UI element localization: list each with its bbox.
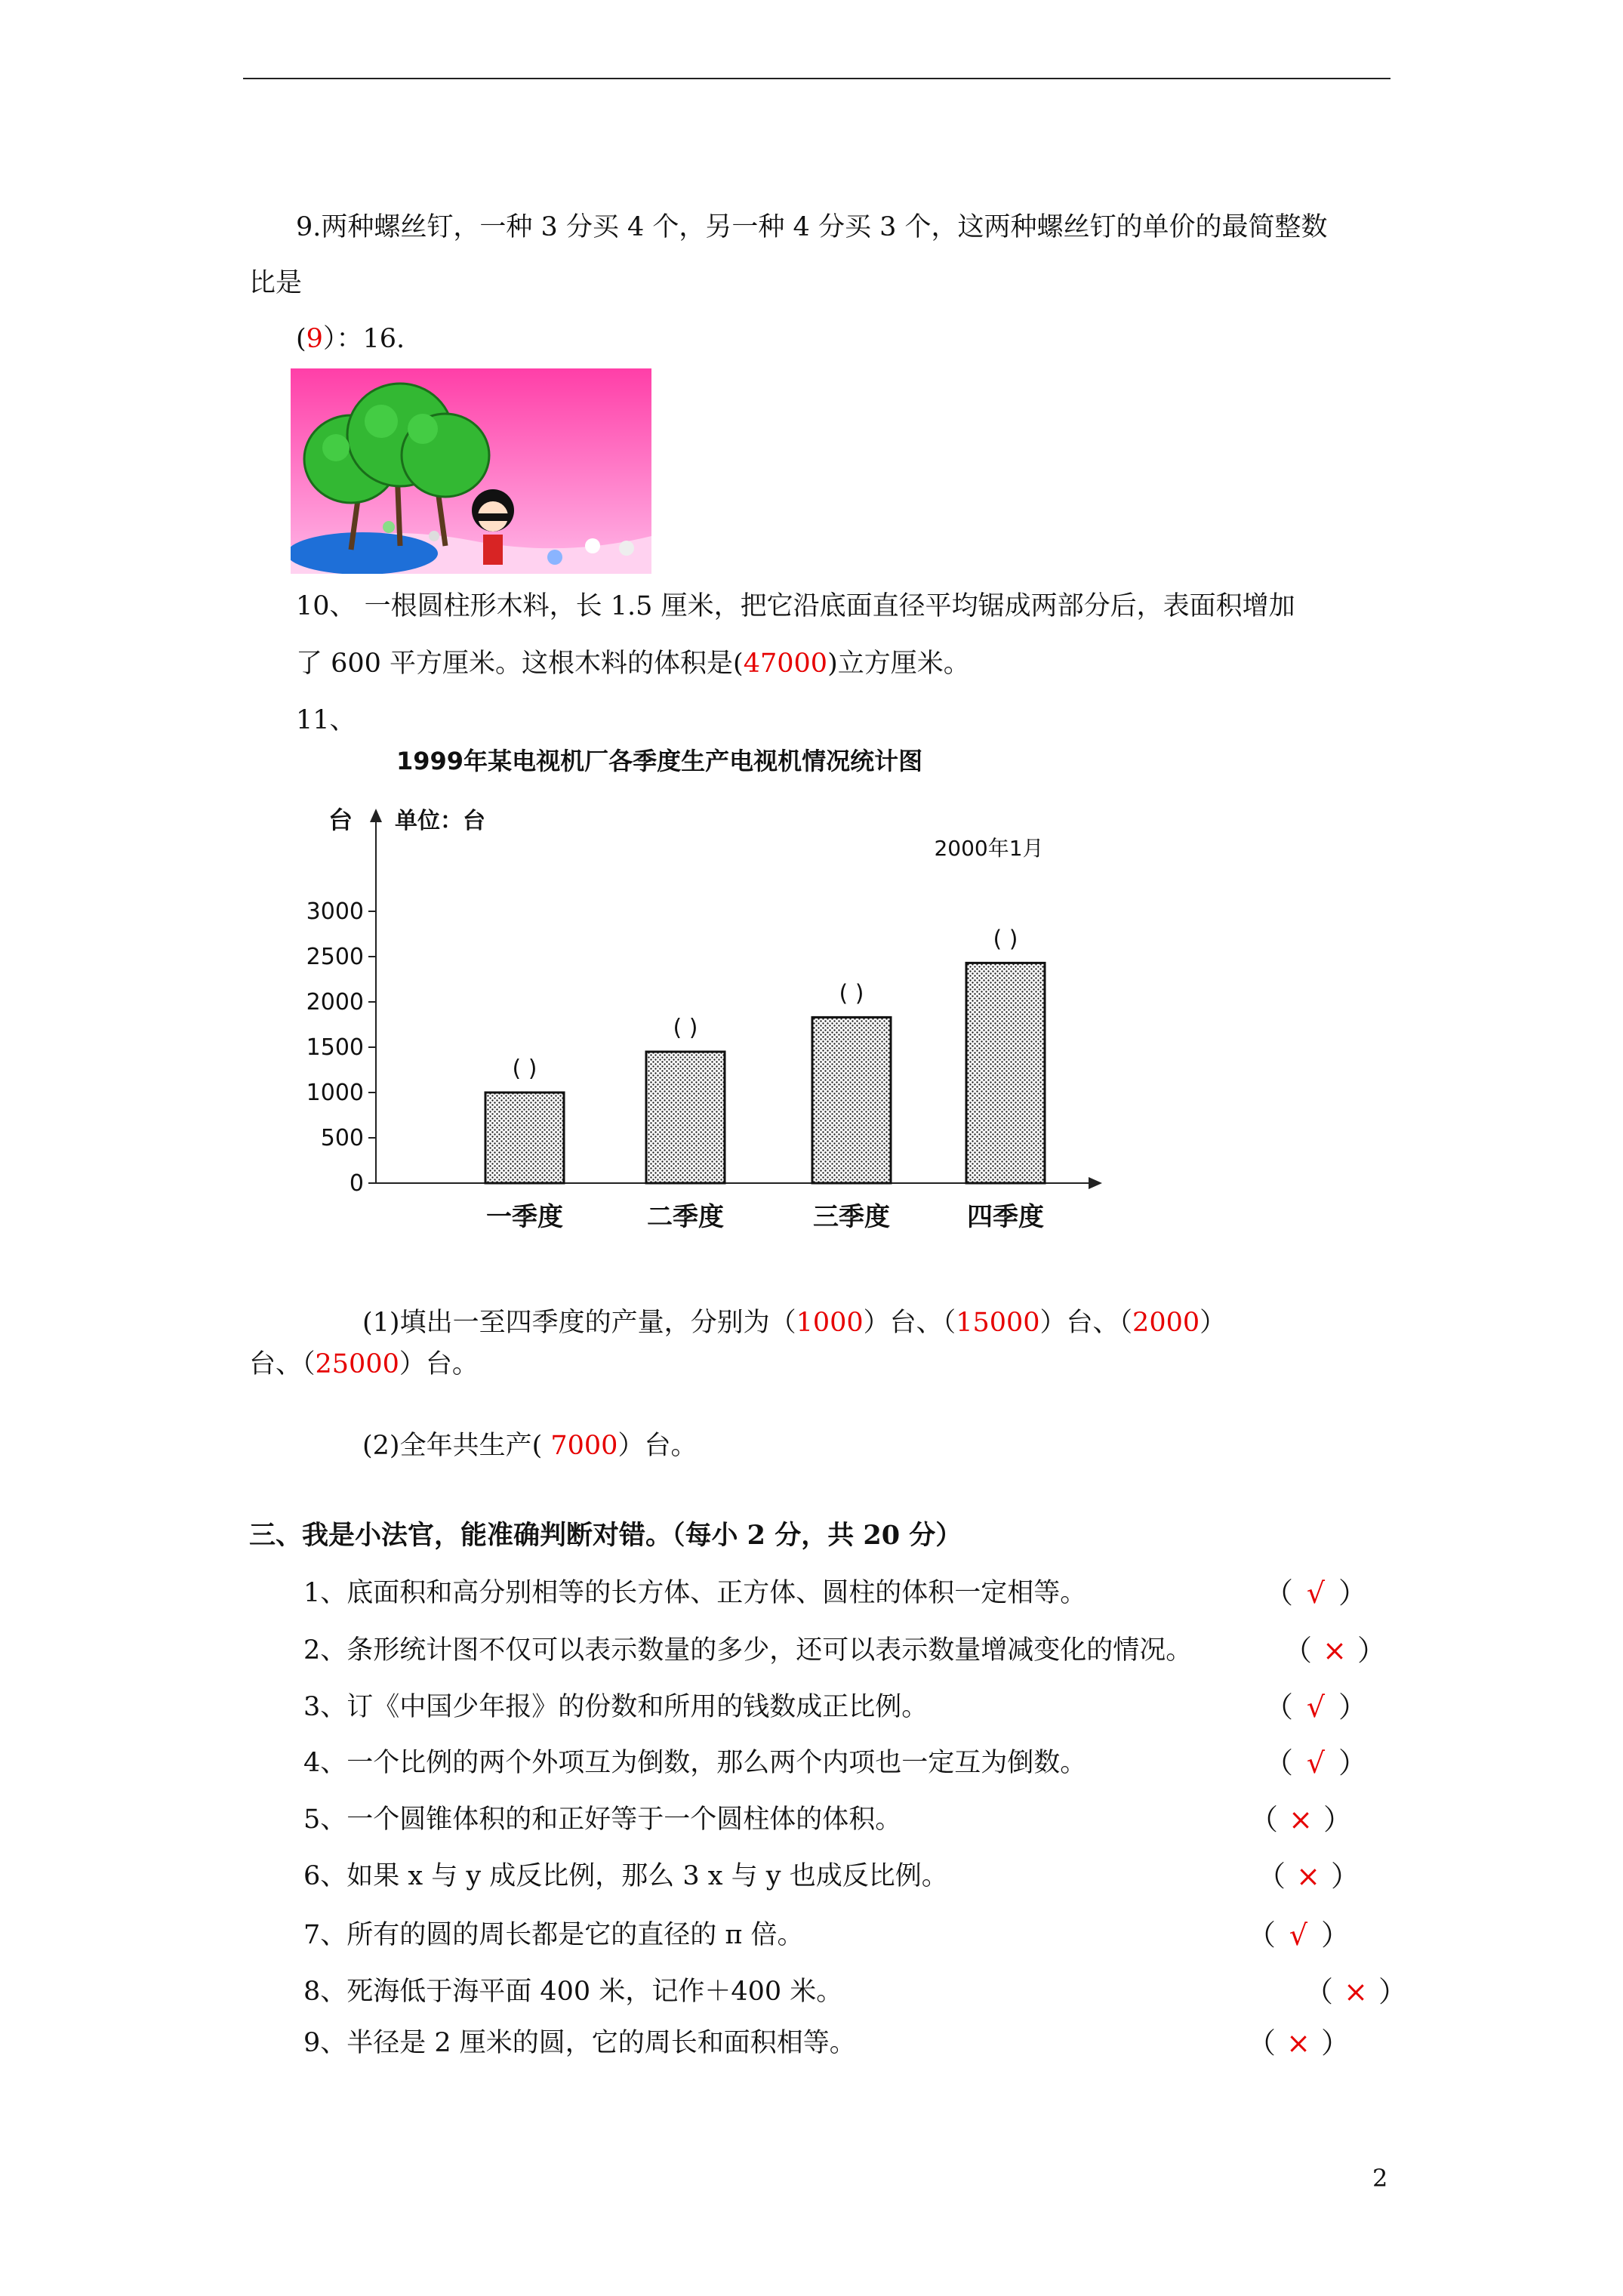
q11-sub1-m1: ）台、（ — [863, 1308, 956, 1338]
y-tick-label: 2500 — [306, 944, 364, 970]
paren-open: （ — [1247, 2026, 1277, 2060]
judgement-item-6-text: 6、如果 x 与 y 成反比例，那么 3 x 与 y 也成反比例。 — [303, 1861, 948, 1891]
y-tick-label: 500 — [320, 1125, 364, 1151]
q11-sub1-line2-pre: 台、（ — [249, 1349, 316, 1379]
x-category-label: 二季度 — [647, 1202, 724, 1232]
paren-close: ） — [1338, 1690, 1368, 1724]
q11-answer-q2: 15000 — [956, 1308, 1040, 1338]
y-tick-label: 3000 — [306, 898, 364, 925]
q11-sub1-m3: ） — [1200, 1308, 1227, 1338]
q11-sub1-line1 — [362, 1305, 1226, 1340]
q11-sub2-post: ）台。 — [617, 1431, 698, 1461]
judgement-item-4-mark — [1264, 1746, 1367, 1780]
y-tick-label: 0 — [349, 1170, 364, 1197]
section3-heading: 三、我是小法官，能准确判断对错。（每小 2 分，共 20 分） — [249, 1520, 962, 1551]
header-rule — [243, 78, 1390, 79]
bar-3 — [812, 1017, 891, 1183]
paren-close: ） — [1357, 1634, 1387, 1667]
check-mark: √ — [1306, 1690, 1326, 1724]
cross-mark: × — [1286, 2026, 1310, 2060]
judgement-item-2-mark — [1283, 1633, 1386, 1668]
bar-2 — [646, 1052, 725, 1183]
paren-close: ） — [1323, 1803, 1353, 1836]
y-tick-label: 2000 — [306, 989, 364, 1015]
q9-paren-open: ( — [296, 324, 306, 354]
bar-value-label: ( ) — [839, 980, 864, 1007]
check-mark: √ — [1306, 1746, 1326, 1780]
judgement-item-1-text: 1、底面积和高分别相等的长方体、正方体、圆柱的体积一定相等。 — [303, 1578, 1087, 1608]
judgement-item-7-text: 7、所有的圆的周长都是它的直径的 π 倍。 — [303, 1920, 804, 1950]
check-mark: √ — [1306, 1576, 1326, 1610]
paren-open: （ — [1247, 1918, 1277, 1952]
cross-mark: × — [1296, 1860, 1320, 1893]
paren-open: （ — [1249, 1803, 1279, 1836]
chart-title: 1999年某电视机厂各季度生产电视机情况统计图 — [396, 747, 923, 775]
y-axis-label: 台 — [328, 806, 353, 834]
y-tick-label: 1000 — [306, 1080, 364, 1106]
q9-line2: 比是 — [249, 268, 303, 298]
y-tick-label: 1500 — [306, 1034, 364, 1061]
x-category-label: 四季度 — [967, 1202, 1044, 1232]
q11-sub1-pre: (1)填出一至四季度的产量，分别为（ — [362, 1308, 796, 1338]
q11-sub2 — [362, 1428, 697, 1463]
bar-4 — [966, 963, 1045, 1183]
q9-answer: 9 — [306, 324, 323, 354]
page-number: 2 — [1372, 2164, 1388, 2193]
q11-sub2-pre: (2)全年共生产( — [362, 1431, 551, 1461]
judgement-item-5-mark — [1249, 1802, 1352, 1837]
q11-answer-q3: 2000 — [1132, 1308, 1200, 1338]
q11-answer-q1: 1000 — [796, 1308, 864, 1338]
judgement-item-8-text: 8、死海低于海平面 400 米，记作＋400 米。 — [303, 1977, 843, 2007]
q9-paren-close: ）：16. — [322, 324, 405, 354]
q10-line1: 10、 一根圆柱形木料，长 1.5 厘米，把它沿底面直径平均锯成两部分后，表面积增加 — [296, 591, 1295, 621]
judgement-item-9-mark — [1247, 2026, 1350, 2060]
date-note: 2000年1月 — [934, 836, 1044, 861]
q10-line2-post: )立方厘米。 — [827, 649, 970, 679]
q9-answer-line — [296, 322, 405, 356]
paren-open: （ — [1264, 1746, 1294, 1780]
q10-line2 — [296, 646, 970, 681]
q11-answer-q4: 25000 — [315, 1349, 399, 1379]
bar-value-label: ( ) — [993, 926, 1018, 953]
q11-label: 11、 — [296, 705, 356, 735]
judgement-item-3-mark — [1264, 1690, 1367, 1724]
q9-line1: 9.两种螺丝钉，一种 3 分买 4 个，另一种 4 分买 3 个，这两种螺丝钉的单价的最简整数 — [296, 212, 1328, 242]
q10-answer: 47000 — [743, 649, 828, 679]
cross-mark: × — [1344, 1975, 1368, 2008]
paren-close: ） — [1321, 2026, 1350, 2060]
cross-mark: × — [1323, 1634, 1347, 1667]
judgement-item-6-mark — [1257, 1859, 1360, 1894]
check-mark: √ — [1289, 1918, 1308, 1952]
q10-line2-pre: 了 600 平方厘米。这根木料的体积是( — [296, 649, 744, 679]
paren-open: （ — [1304, 1975, 1334, 2008]
bar-value-label: ( ) — [673, 1015, 698, 1041]
paren-open: （ — [1264, 1690, 1294, 1724]
paren-open: （ — [1264, 1576, 1294, 1610]
judgement-item-5-text: 5、一个圆锥体积的和正好等于一个圆柱体的体积。 — [303, 1804, 902, 1835]
paren-close: ） — [1331, 1860, 1360, 1893]
bar-chart — [294, 744, 1132, 1257]
cartoon-illustration — [291, 368, 651, 574]
unit-label: 单位：台 — [395, 808, 485, 834]
x-category-label: 三季度 — [813, 1202, 890, 1232]
paren-open: （ — [1257, 1860, 1286, 1893]
q11-sub2-answer: 7000 — [550, 1431, 618, 1461]
q11-sub1-m2: ）台、（ — [1039, 1308, 1133, 1338]
bar-1 — [485, 1093, 564, 1183]
judgement-item-9-text: 9、半径是 2 厘米的圆，它的周长和面积相等。 — [303, 2028, 856, 2058]
cross-mark: × — [1289, 1803, 1313, 1836]
paren-close: ） — [1338, 1746, 1368, 1780]
paren-close: ） — [1338, 1576, 1368, 1610]
judgement-item-8-mark — [1304, 1974, 1407, 2009]
judgement-item-1-mark — [1264, 1576, 1367, 1610]
judgement-item-3-text: 3、订《中国少年报》的份数和所用的钱数成正比例。 — [303, 1692, 929, 1722]
x-category-label: 一季度 — [486, 1202, 563, 1232]
judgement-item-2-text: 2、条形统计图不仅可以表示数量的多少，还可以表示数量增减变化的情况。 — [303, 1635, 1193, 1666]
judgement-item-7-mark — [1247, 1918, 1350, 1952]
judgement-item-4-text: 4、一个比例的两个外项互为倒数，那么两个内项也一定互为倒数。 — [303, 1748, 1087, 1778]
q11-sub1-line2 — [249, 1347, 479, 1382]
bar-value-label: ( ) — [512, 1056, 537, 1082]
paren-close: ） — [1321, 1918, 1350, 1952]
q11-sub1-line2-post: ）台。 — [399, 1349, 479, 1379]
paren-open: （ — [1283, 1634, 1313, 1667]
paren-close: ） — [1378, 1975, 1408, 2008]
